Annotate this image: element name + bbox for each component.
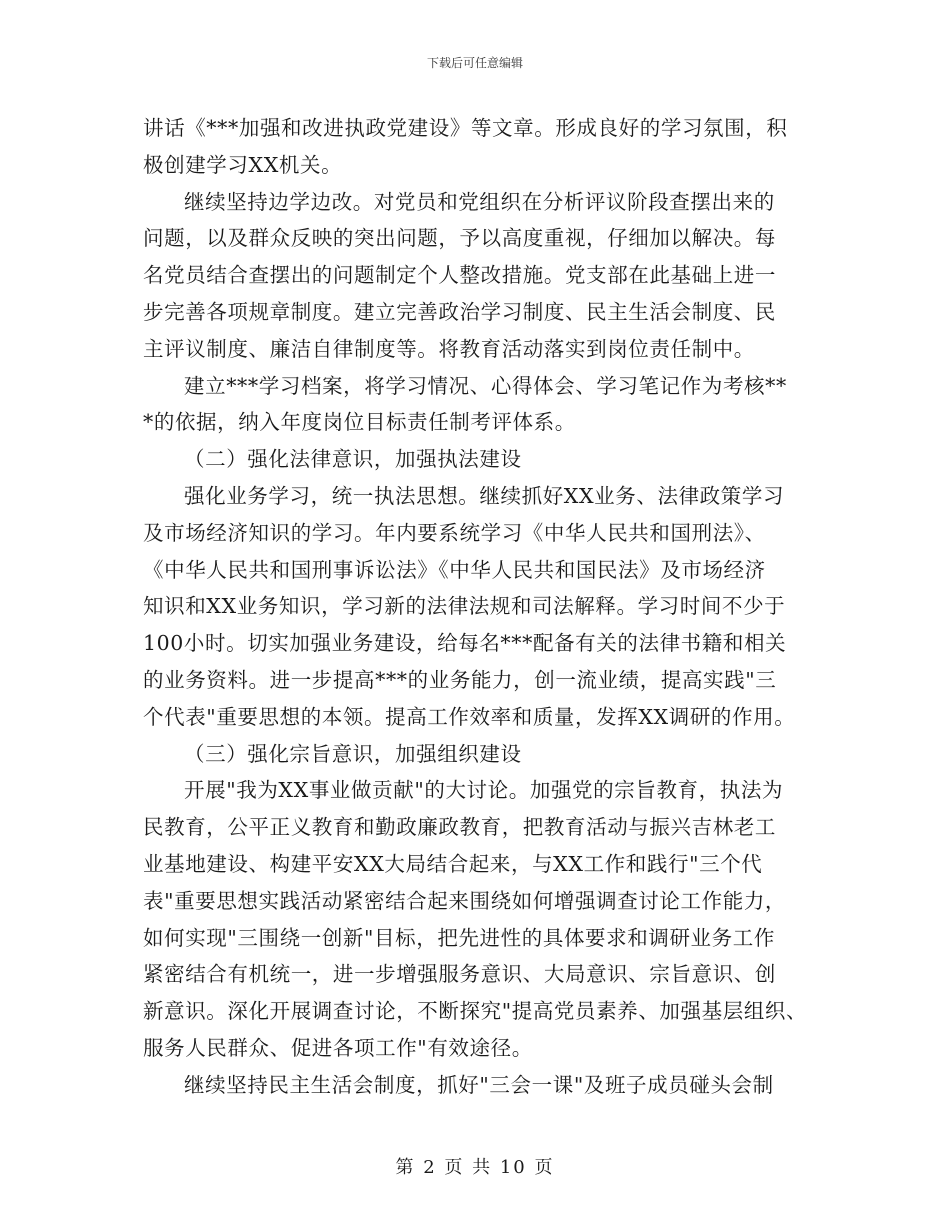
- page-number-footer: 第 2 页 共 10 页: [395, 1157, 555, 1178]
- text-line: 建立***学习档案，将学习情况、心得体会、学习笔记作为考核**: [184, 373, 787, 398]
- text-line: 步完善各项规章制度。建立完善政治学习制度、民主生活会制度、民: [143, 299, 776, 324]
- text-line: 强化业务学习，统一执法思想。继续抓好XX业务、法律政策学习: [184, 483, 785, 508]
- text-line: 继续坚持民主生活会制度，抓好"三会一课"及班子成员碰头会制: [184, 1072, 774, 1097]
- text-line: 开展"我为XX事业做贡献"的大讨论。加强党的宗旨教育，执法为: [184, 778, 784, 803]
- text-line: 问题，以及群众反映的突出问题，予以高度重视，仔细加以解决。每: [143, 226, 776, 251]
- text-line: 100小时。切实加强业务建设，给每名***配备有关的法律书籍和相关: [143, 631, 787, 656]
- text-line: *的依据，纳入年度岗位目标责任制考评体系。: [143, 410, 576, 435]
- document-body: [143, 110, 807, 1104]
- text-line: 业基地建设、构建平安XX大局结合起来，与XX工作和践行"三个代: [143, 851, 763, 876]
- text-line: 如何实现"三围绕一创新"目标，把先进性的具体要求和调研业务工作: [143, 925, 775, 950]
- text-line: 民教育，公平正义教育和勤政廉政教育，把教育活动与振兴吉林老工: [143, 815, 776, 840]
- text-line: 个代表"重要思想的本领。提高工作效率和质量，发挥XX调研的作用。: [143, 704, 796, 729]
- text-line: 紧密结合有机统一，进一步增强服务意识、大局意识、宗旨意识、创: [143, 962, 776, 987]
- text-line: 讲话《***加强和改进执政党建设》等文章。形成良好的学习氛围，积: [143, 116, 788, 140]
- text-line: 《中华人民共和国刑事诉讼法》《中华人民共和国民法》及市场经济: [143, 557, 766, 582]
- page-header-note: 下载后可任意编辑: [426, 56, 523, 70]
- text-line: 名党员结合查摆出的问题制定个人整改措施。党支部在此基础上进一: [143, 263, 776, 288]
- text-line: 继续坚持边学边改。对党员和党组织在分析评议阶段查摆出来的: [184, 189, 775, 214]
- text-line: （三）强化宗旨意识，加强组织建设: [184, 741, 522, 766]
- text-line: 知识和XX业务知识，学习新的法律法规和司法解释。学习时间不少于: [143, 594, 786, 619]
- text-line: 极创建学习XX机关。: [143, 152, 343, 177]
- text-line: 新意识。深化开展调查讨论，不断探究"提高党员素养、加强基层组织、: [143, 999, 808, 1024]
- text-line: 表"重要思想实践活动紧密结合起来围绕如何增强调查讨论工作能力，: [143, 888, 787, 913]
- text-line: 的业务资料。进一步提高***的业务能力，创一流业绩，提高实践"三: [143, 667, 777, 692]
- text-line: 主评议制度、廉洁自律制度等。将教育活动落实到岗位责任制中。: [143, 336, 755, 361]
- text-line: （二）强化法律意识，加强执法建设: [184, 447, 522, 472]
- text-line: 服务人民群众、促进各项工作"有效途径。: [143, 1035, 533, 1060]
- text-line: 及市场经济知识的学习。年内要系统学习《中华人民共和国刑法》、: [143, 520, 766, 545]
